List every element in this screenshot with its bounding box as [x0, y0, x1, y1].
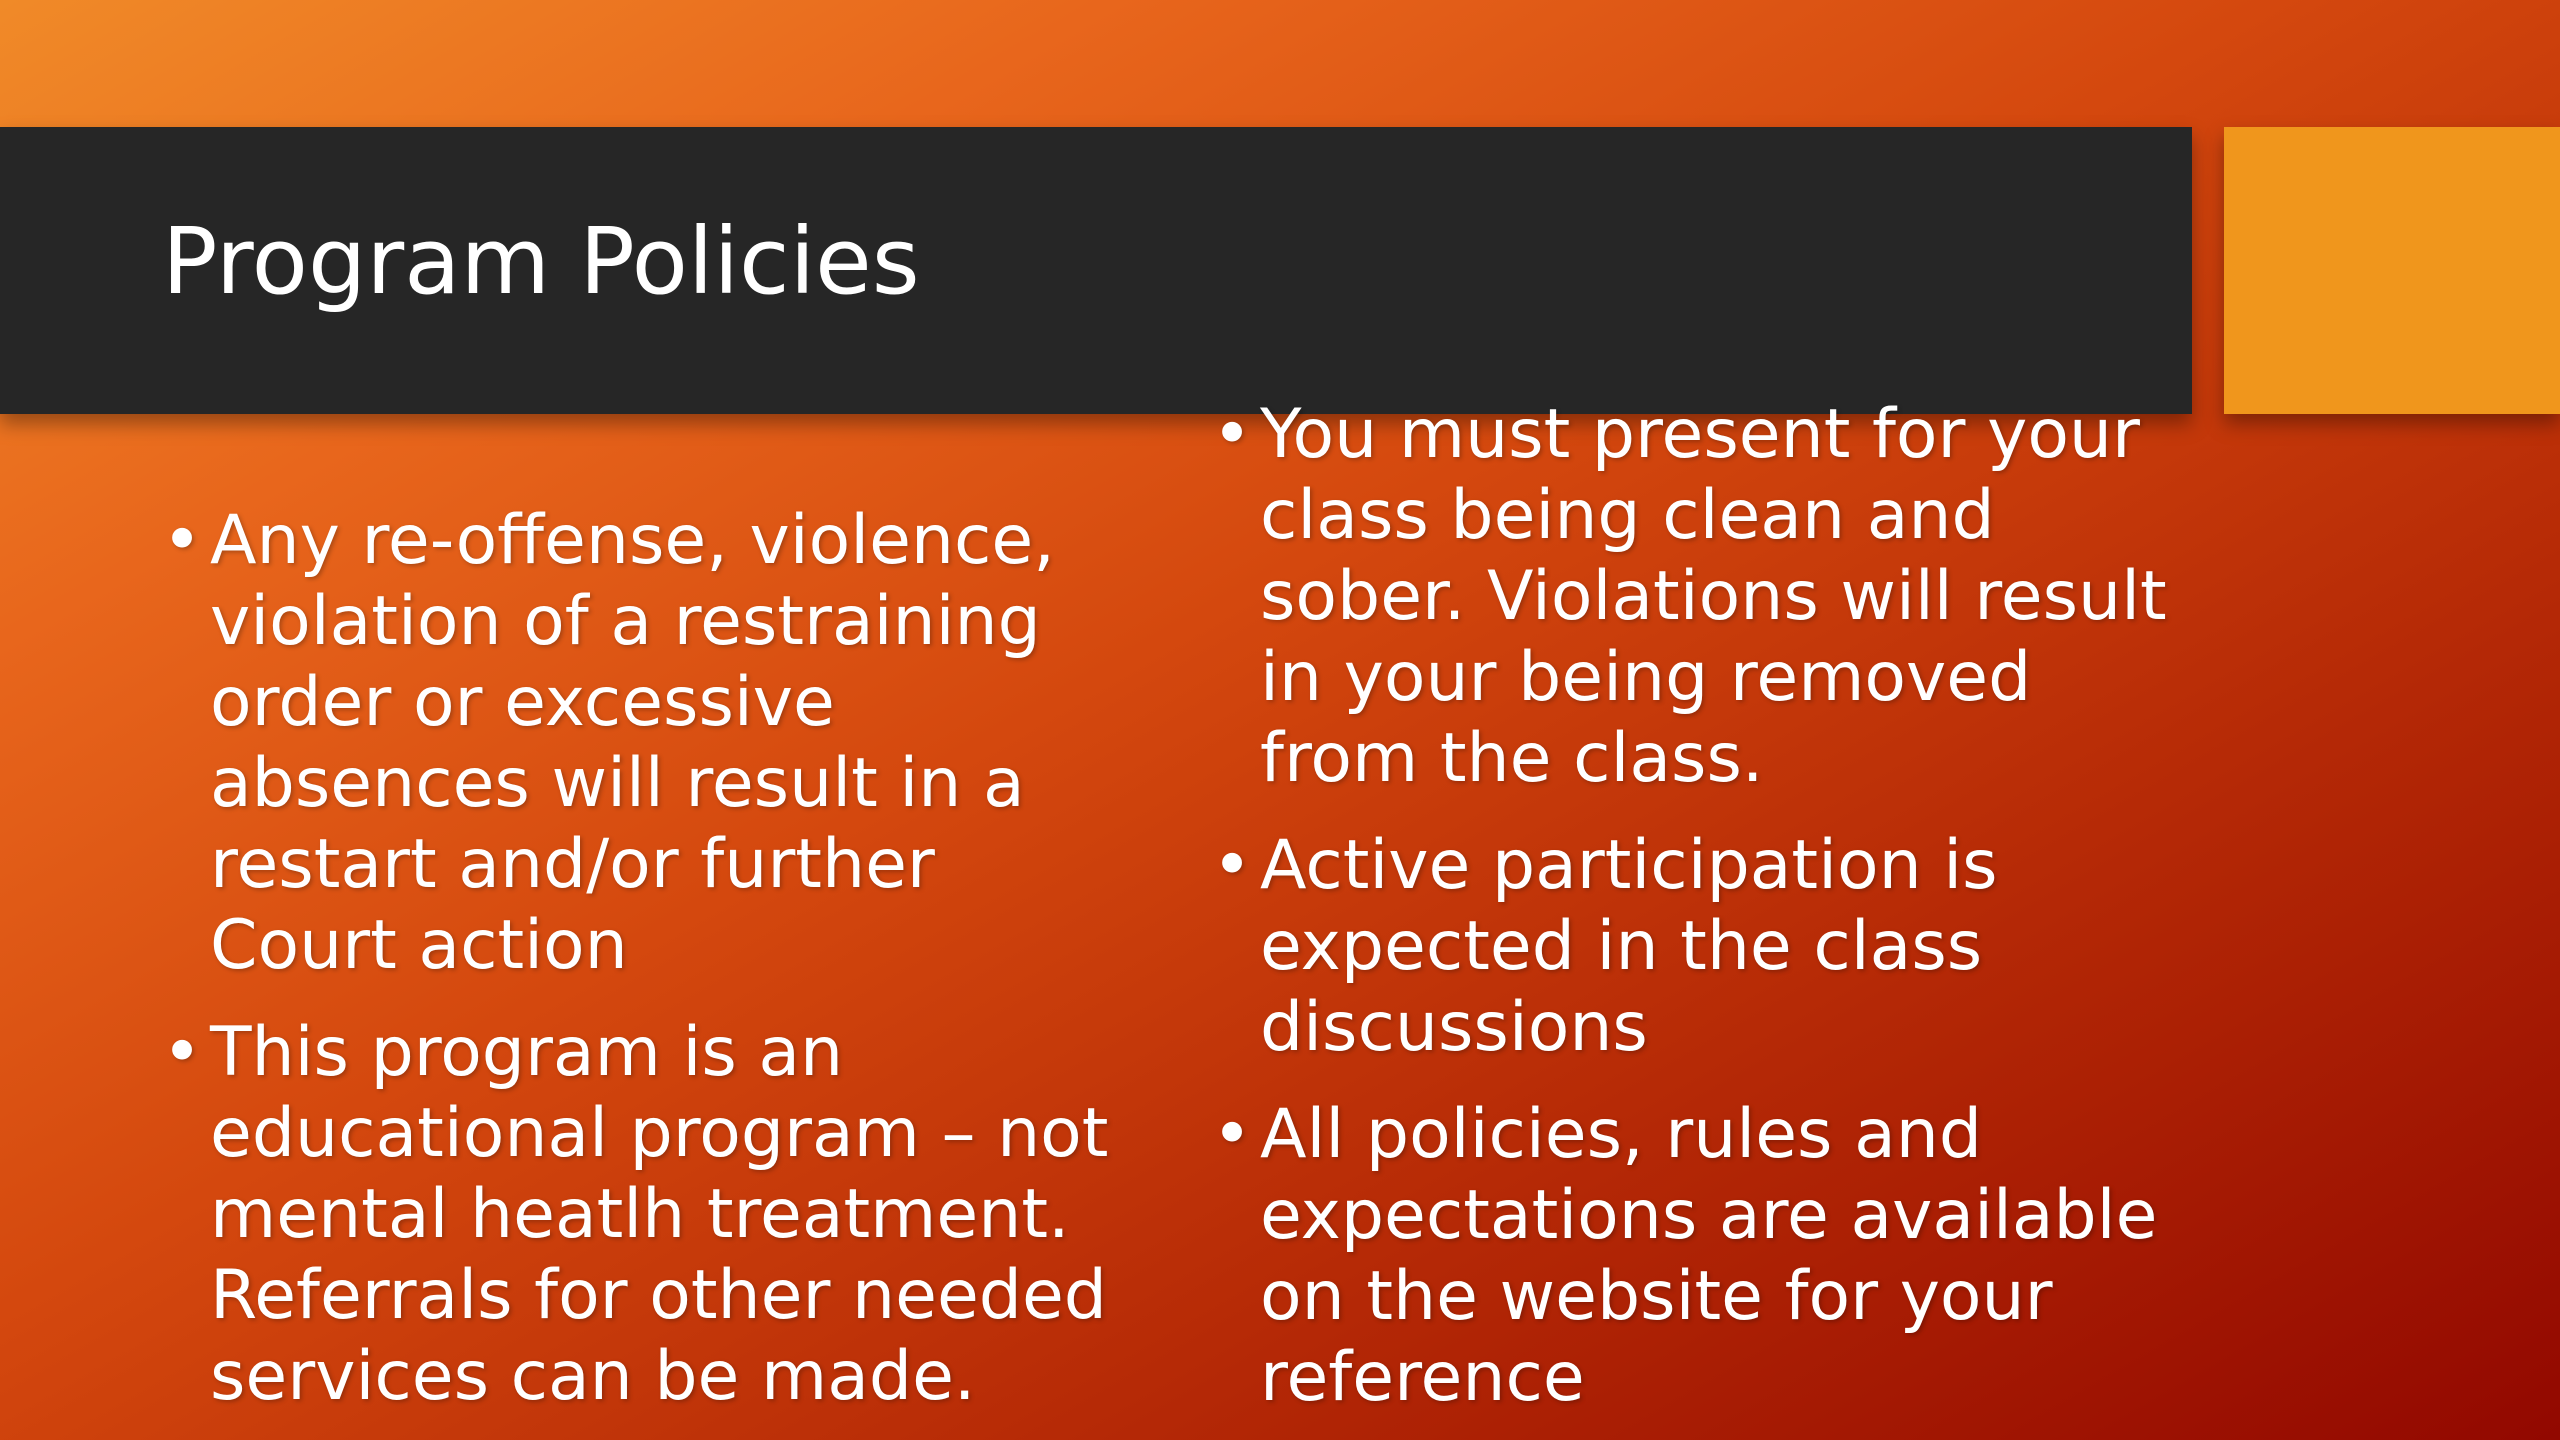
bullet-item [158, 500, 1118, 986]
bullet-item [158, 1012, 1118, 1417]
bullet-text: Active participation is expected in the class discussions [1260, 826, 1998, 1067]
bullet-item [1208, 394, 2188, 799]
title-bar [0, 127, 2192, 414]
right-bullet-list [1208, 394, 2188, 1440]
accent-block [2224, 127, 2560, 414]
bullet-text: Any re-offense, violence, violation of a restraining order or excessive absences will result in a restart and/or further Court action [210, 501, 1055, 985]
bullet-icon: • [162, 501, 203, 580]
bullet-item [1208, 825, 2188, 1068]
left-bullet-list [158, 500, 1118, 1440]
bullet-icon: • [1212, 395, 1253, 474]
bullet-text: This program is an educational program – not mental heatlh treatment. Referrals for other needed services can be made. [210, 1013, 1109, 1416]
bullet-text: All policies, rules and expectations are available on the website for your reference [1260, 1095, 2158, 1417]
bullet-text: You must present for your class being clean and sober. Violations will result in your being removed from the class. [1260, 395, 2167, 798]
bullet-icon: • [162, 1013, 203, 1092]
bullet-icon: • [1212, 826, 1253, 905]
bullet-item [1208, 1094, 2188, 1418]
bullet-icon: • [1212, 1095, 1253, 1174]
slide-title: Program Policies [162, 208, 920, 315]
